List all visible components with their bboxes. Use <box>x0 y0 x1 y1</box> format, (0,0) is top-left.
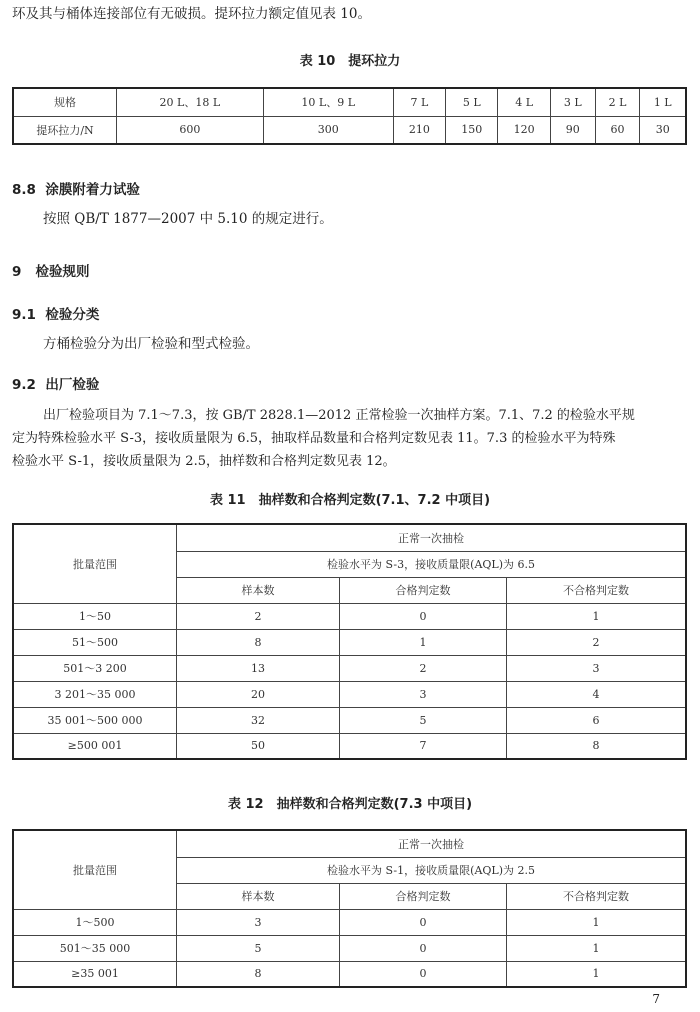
table-cell: ≥35 001 <box>13 961 177 987</box>
table-cell: 1 <box>507 935 687 961</box>
table10-cell: 10 L、9 L <box>263 88 393 116</box>
table-cell: 13 <box>177 655 340 681</box>
table-cell: 8 <box>177 629 340 655</box>
table-row <box>13 603 686 629</box>
table12-header-row <box>13 830 686 857</box>
intro-line: 环及其与桶体连接部位有无破损。提环拉力额定值见表 10。 <box>12 6 371 22</box>
table-cell: 2 <box>177 603 340 629</box>
section-title: 涂膜附着力试验 <box>45 182 140 198</box>
table-cell: 5 <box>177 935 340 961</box>
section-number: 9.2 <box>12 377 36 393</box>
group-header: 正常一次抽检 <box>177 524 687 551</box>
table10-force-row <box>13 116 686 144</box>
table10-cell: 600 <box>117 116 264 144</box>
group-header: 正常一次抽检 <box>177 830 687 857</box>
table-cell: 0 <box>340 961 507 987</box>
section-9-2-line: 出厂检验项目为 7.1～7.3，按 GB/T 2828.1—2012 正常检验一次抽样方案。7.1、7.2 的检验水平规 <box>43 408 635 423</box>
table-cell: 32 <box>177 707 340 733</box>
table-row <box>13 681 686 707</box>
table-cell: 50 <box>177 733 340 759</box>
column-header: 合格判定数 <box>340 883 507 909</box>
table10-cell: 4 L <box>498 88 550 116</box>
table-cell: 3 <box>340 681 507 707</box>
table-cell: 1 <box>507 961 687 987</box>
table10-row-label: 规格 <box>13 88 117 116</box>
table10-cell: 300 <box>263 116 393 144</box>
section-number: 9 <box>12 264 22 280</box>
level-header: 检验水平为 S-1，接收质量限(AQL)为 2.5 <box>177 857 687 883</box>
table-cell: 20 <box>177 681 340 707</box>
table-cell: 8 <box>507 733 687 759</box>
table-cell: 0 <box>340 909 507 935</box>
table10-cell: 3 L <box>550 88 595 116</box>
column-header: 样本数 <box>177 883 340 909</box>
table10-cell: 90 <box>550 116 595 144</box>
table10-cell: 150 <box>446 116 498 144</box>
table10-cell: 210 <box>393 116 445 144</box>
section-number: 9.1 <box>12 307 36 323</box>
table-cell: 1 <box>507 909 687 935</box>
table-cell: 7 <box>340 733 507 759</box>
table11-header-row <box>13 524 686 551</box>
section-title: 出厂检验 <box>45 377 100 393</box>
column-header: 合格判定数 <box>340 577 507 603</box>
table-cell: ≥500 001 <box>13 733 177 759</box>
table12-caption: 表 12 抽样数和合格判定数(7.3 中项目) <box>227 797 473 812</box>
table-cell: 4 <box>507 681 687 707</box>
column-header: 样本数 <box>177 577 340 603</box>
section-9-2-heading <box>12 373 99 393</box>
table-row <box>13 961 686 987</box>
table-cell: 1～500 <box>13 909 177 935</box>
table10 <box>12 87 687 145</box>
table-cell: 6 <box>507 707 687 733</box>
page-number: 7 <box>652 992 660 1006</box>
table-cell: 2 <box>340 655 507 681</box>
table-cell: 501～35 000 <box>13 935 177 961</box>
section-8-8-heading <box>12 178 140 198</box>
table-row <box>13 733 686 759</box>
table10-cell: 30 <box>640 116 686 144</box>
section-title: 检验规则 <box>35 264 90 280</box>
table11-caption: 表 11 抽样数和合格判定数(7.1、7.2 中项目) <box>209 493 491 508</box>
section-8-8-body: 按照 QB/T 1877—2007 中 5.10 的规定进行。 <box>43 211 333 227</box>
section-title: 检验分类 <box>45 307 100 323</box>
table-cell: 5 <box>340 707 507 733</box>
table-cell: 3 <box>177 909 340 935</box>
batch-range-header: 批量范围 <box>13 830 177 909</box>
section-9-2-line: 定为特殊检验水平 S-3，接收质量限为 6.5，抽取样品数量和合格判定数见表 11。7.3 的检验水平为特殊 <box>12 431 616 446</box>
table10-cell: 20 L、18 L <box>117 88 264 116</box>
table-row <box>13 935 686 961</box>
table11 <box>12 523 687 760</box>
table-cell: 8 <box>177 961 340 987</box>
table10-row-label: 提环拉力/N <box>13 116 117 144</box>
table-cell: 51～500 <box>13 629 177 655</box>
section-9-1-body: 方桶检验分为出厂检验和型式检验。 <box>43 336 259 352</box>
table10-cell: 2 L <box>595 88 640 116</box>
table-row <box>13 629 686 655</box>
table-cell: 0 <box>340 603 507 629</box>
table-cell: 3 201～35 000 <box>13 681 177 707</box>
section-9-heading <box>12 260 90 280</box>
table10-cell: 60 <box>595 116 640 144</box>
table10-cell: 1 L <box>640 88 686 116</box>
table12 <box>12 829 687 988</box>
table-cell: 2 <box>507 629 687 655</box>
table-cell: 3 <box>507 655 687 681</box>
table-cell: 501～3 200 <box>13 655 177 681</box>
batch-range-header: 批量范围 <box>13 524 177 603</box>
section-9-1-heading <box>12 303 99 323</box>
table10-cell: 5 L <box>446 88 498 116</box>
table-row <box>13 909 686 935</box>
table10-caption: 表 10 提环拉力 <box>299 54 401 69</box>
section-number: 8.8 <box>12 182 36 198</box>
table10-spec-row <box>13 88 686 116</box>
column-header: 不合格判定数 <box>507 577 687 603</box>
table-cell: 0 <box>340 935 507 961</box>
table-cell: 1 <box>507 603 687 629</box>
table10-cell: 120 <box>498 116 550 144</box>
level-header: 检验水平为 S-3，接收质量限(AQL)为 6.5 <box>177 551 687 577</box>
section-9-2-line: 检验水平 S-1，接收质量限为 2.5，抽样数和合格判定数见表 12。 <box>12 454 396 469</box>
table-cell: 1 <box>340 629 507 655</box>
column-header: 不合格判定数 <box>507 883 687 909</box>
table-cell: 35 001～500 000 <box>13 707 177 733</box>
table10-cell: 7 L <box>393 88 445 116</box>
table-row <box>13 655 686 681</box>
table-cell: 1～50 <box>13 603 177 629</box>
table-row <box>13 707 686 733</box>
